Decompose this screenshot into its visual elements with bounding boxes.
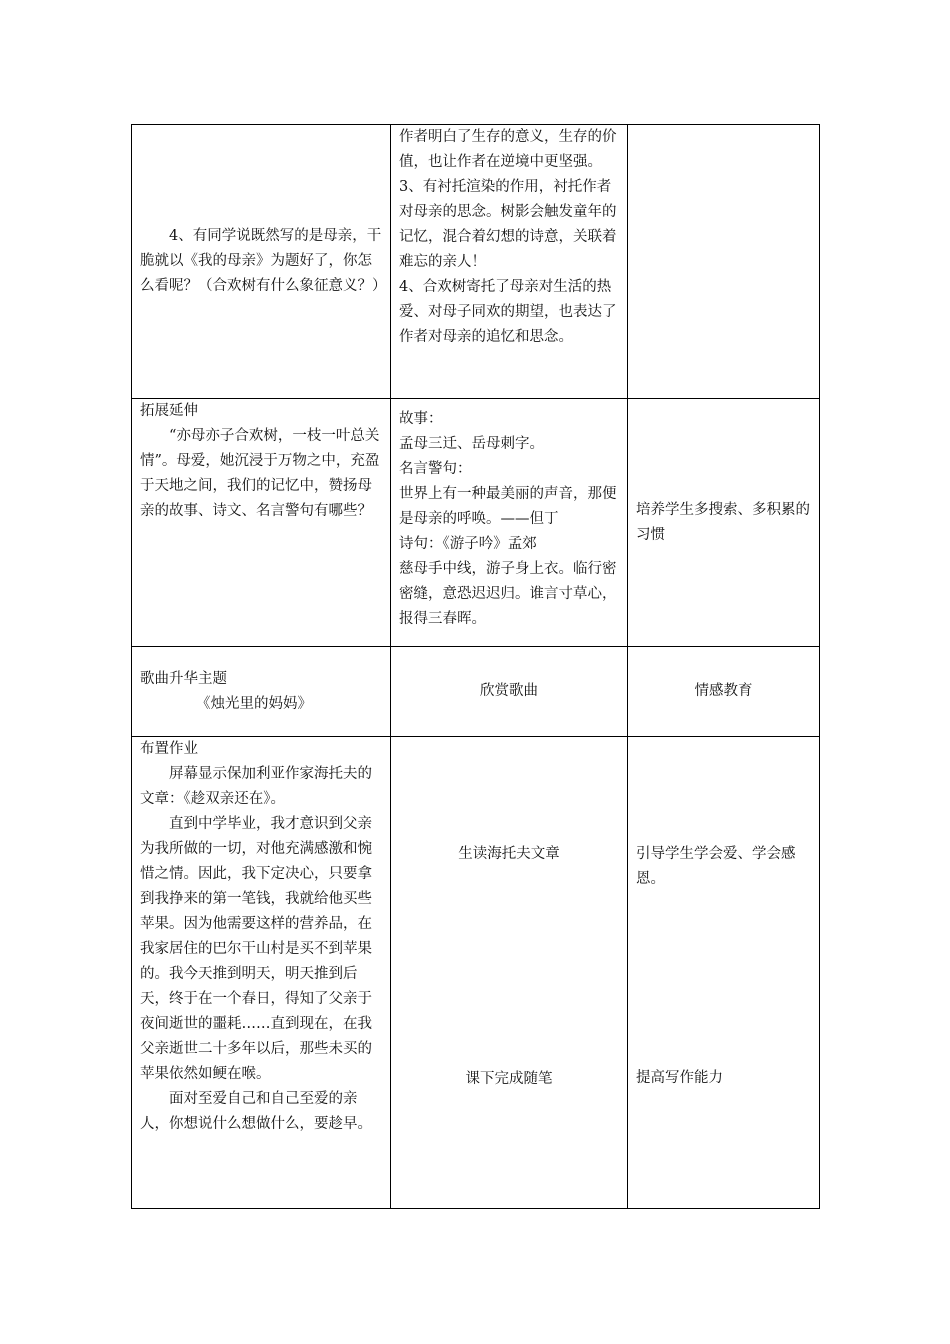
goal-text: 情感教育 [694, 683, 753, 699]
homework-para: 面对至爱自己和自己至爱的亲人，你想说什么想做什么，要趁早。 [140, 1091, 372, 1132]
section-heading: 拓展延伸 [140, 403, 198, 419]
answer-line: 诗句：《游子吟》孟郊 [399, 536, 537, 552]
answer-line: 孟母三迁、岳母刺字。 [399, 436, 544, 452]
answer-line: 慈母手中线，游子身上衣。临行密密缝，意恐迟迟归。谁言寸草心，报得三春晖。 [399, 561, 617, 627]
homework-para: 屏幕显示保加利亚作家海托夫的文章：《趁双亲还在》。 [140, 766, 372, 807]
answer-line: 名言警句： [399, 461, 472, 477]
goal-text: 培养学生多搜索、多积累的习惯 [636, 501, 810, 543]
song-title: 《烛光里的妈妈》 [196, 695, 312, 712]
activity-text: 课下完成随笔 [465, 1071, 553, 1087]
section-cell [132, 399, 391, 647]
answer-line: 故事： [399, 411, 443, 427]
answer-cell [391, 399, 628, 647]
activity-cell [391, 737, 628, 1209]
question-text: 4、有同学说既然写的是母亲，干脆就以《我的母亲》为题好了，你怎么看呢？（合欢树有什么象征意义？） [140, 228, 387, 294]
question-cell [132, 125, 391, 399]
goal-cell [628, 399, 820, 647]
goal-cell [628, 647, 820, 737]
activity-text: 欣赏歌曲 [480, 683, 538, 699]
section-heading: 布置作业 [140, 741, 198, 757]
goal-text: 提高写作能力 [636, 1070, 723, 1086]
activity-cell [391, 647, 628, 737]
lesson-plan-table [131, 124, 820, 1209]
table-row [132, 737, 820, 1209]
goal-text: 引导学生学会爱、学会感恩。 [636, 846, 796, 887]
question-text: “亦母亦子合欢树，一枝一叶总关情”。母爱，她沉浸于万物之中，充盈于天地之间，我们的记忆中，赞扬母亲的故事、诗文、名言警句有哪些？ [140, 428, 380, 519]
section-heading: 歌曲升华主题 [140, 670, 227, 687]
table-row [132, 125, 820, 399]
answer-line: 世界上有一种最美丽的声音，那便是母亲的呼唤。——但丁 [399, 486, 617, 527]
goal-cell [628, 737, 820, 1209]
answer-cell [391, 125, 628, 399]
table-row [132, 399, 820, 647]
homework-para: 直到中学毕业，我才意识到父亲为我所做的一切，对他充满感激和惋惜之情。因此，我下定决心，只要拿到我挣来的第一笔钱，我就给他买些苹果。因为他需要这样的营养品，在我家居住的巴尔干山村是买不到苹果的。我今天推到明天，明天推到后天，终于在一个春日，得知了父亲于夜间逝世的噩耗……直到现在，在我父亲逝世二十多年以后，那些未买的苹果依然如鲠在喉。 [140, 816, 372, 1082]
homework-cell [132, 737, 391, 1209]
section-cell [132, 647, 391, 737]
table-row [132, 647, 820, 737]
goal-cell [628, 125, 820, 399]
answer-line: 3、有衬托渲染的作用，衬托作者对母亲的思念。树影会触发童年的记忆，混合着幻想的诗意，关联着难忘的亲人！ [399, 179, 617, 270]
answer-line: 作者明白了生存的意义，生存的价值，也让作者在逆境中更坚强。 [399, 129, 617, 170]
activity-text: 生读海托夫文章 [458, 846, 560, 862]
answer-line: 4、合欢树寄托了母亲对生活的热爱、对母子同欢的期望，也表达了作者对母亲的追忆和思念。 [399, 279, 617, 345]
lesson-plan-page [131, 124, 819, 1209]
